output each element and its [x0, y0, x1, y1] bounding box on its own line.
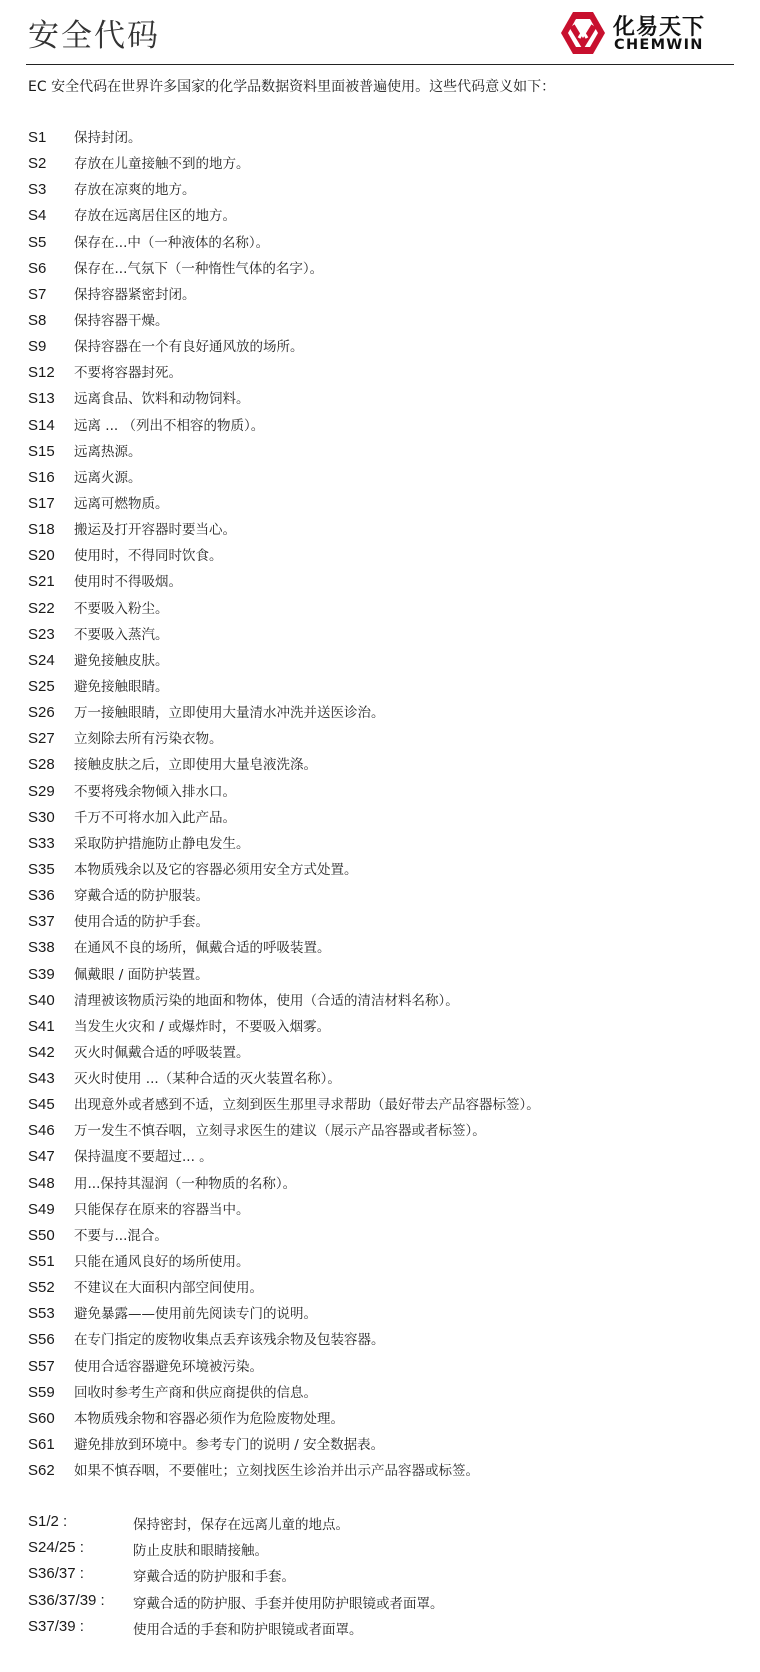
safety-code-id: S28 [28, 756, 55, 774]
combination-code-id: S37/39 : [28, 1617, 84, 1635]
safety-code-row [28, 495, 734, 521]
safety-code-row [28, 1279, 734, 1305]
safety-code-id: S5 [28, 233, 47, 251]
safety-code-row [28, 390, 734, 416]
safety-code-id: S12 [28, 364, 55, 382]
safety-code-row [28, 756, 734, 782]
safety-code-id: S15 [28, 442, 55, 460]
safety-code-description: 如果不慎吞咽，不要催吐；立刻找医生诊治并出示产品容器或标签。 [74, 1463, 479, 1480]
safety-code-description: 保持容器紧密封闭。 [74, 286, 196, 303]
safety-code-id: S38 [28, 939, 55, 957]
safety-code-description: 避免接触眼睛。 [74, 678, 169, 695]
safety-code-row [28, 992, 734, 1018]
safety-code-description: 不建议在大面积内部空间使用。 [74, 1280, 263, 1297]
safety-code-description: 使用时，不得同时饮食。 [74, 548, 223, 565]
safety-code-description: 不要吸入蒸汽。 [74, 626, 169, 643]
safety-code-row [28, 1122, 734, 1148]
combination-code-id: S36/37/39 : [28, 1591, 105, 1609]
safety-code-id: S1 [28, 129, 47, 146]
safety-code-id: S30 [28, 808, 55, 826]
safety-code-row [28, 783, 734, 809]
safety-code-description: 立刻除去所有污染衣物。 [74, 731, 223, 748]
safety-code-id: S7 [28, 285, 47, 303]
safety-code-description: 存放在凉爽的地方。 [74, 182, 196, 199]
safety-code-id: S45 [28, 1096, 55, 1114]
safety-code-id: S39 [28, 965, 55, 983]
safety-code-list [28, 129, 734, 1488]
safety-code-id: S62 [28, 1462, 55, 1480]
safety-code-id: S57 [28, 1357, 55, 1375]
safety-code-row [28, 730, 734, 756]
safety-code-id: S52 [28, 1279, 55, 1297]
safety-code-id: S8 [28, 311, 47, 329]
safety-code-description: 万一发生不慎吞咽，立刻寻求医生的建议（展示产品容器或者标签）。 [74, 1123, 486, 1140]
safety-code-description: 不要将残余物倾入排水口。 [74, 783, 236, 800]
safety-code-description: 本物质残余物和容器必须作为危险废物处理。 [74, 1410, 344, 1427]
safety-code-id: S49 [28, 1200, 55, 1218]
safety-code-row [28, 809, 734, 835]
safety-code-id: S23 [28, 625, 55, 643]
safety-code-row [28, 207, 734, 233]
safety-code-row [28, 286, 734, 312]
safety-code-row [28, 1436, 734, 1462]
safety-code-row [28, 1305, 734, 1331]
safety-code-id: S41 [28, 1017, 55, 1035]
safety-code-description: 避免接触皮肤。 [74, 652, 169, 669]
safety-code-description: 穿戴合适的防护服装。 [74, 888, 209, 905]
safety-code-id: S26 [28, 704, 55, 722]
safety-code-description: 远离可燃物质。 [74, 495, 169, 512]
safety-code-row [28, 443, 734, 469]
safety-code-id: S29 [28, 782, 55, 800]
safety-code-id: S33 [28, 834, 55, 852]
safety-code-description: 在通风不良的场所，佩戴合适的呼吸装置。 [74, 940, 331, 957]
safety-code-description: 采取防护措施防止静电发生。 [74, 835, 250, 852]
safety-code-description: 用...保持其湿润（一种物质的名称）。 [74, 1175, 297, 1192]
combination-code-row [28, 1539, 734, 1565]
safety-code-row [28, 338, 734, 364]
safety-code-row [28, 1227, 734, 1253]
safety-code-description: 远离 ... （列出不相容的物质）。 [74, 417, 265, 434]
safety-code-description: 保存在...气氛下（一种惰性气体的名字）。 [74, 260, 324, 277]
safety-code-id: S3 [28, 181, 47, 199]
safety-code-row [28, 887, 734, 913]
safety-code-description: 只能在通风良好的场所使用。 [74, 1254, 250, 1271]
safety-code-description: 存放在儿童接触不到的地方。 [74, 156, 250, 173]
safety-code-id: S37 [28, 913, 55, 931]
safety-code-row [28, 939, 734, 965]
safety-code-description: 当发生火灾和 / 或爆炸时，不要吸入烟雾。 [74, 1018, 331, 1035]
safety-code-description: 远离火源。 [74, 469, 142, 486]
safety-code-row [28, 234, 734, 260]
safety-code-id: S40 [28, 991, 55, 1009]
safety-code-id: S59 [28, 1383, 55, 1401]
safety-code-row [28, 913, 734, 939]
safety-code-row [28, 1070, 734, 1096]
safety-code-id: S53 [28, 1305, 55, 1323]
safety-code-row [28, 1410, 734, 1436]
safety-code-id: S22 [28, 599, 55, 617]
safety-code-description: 在专门指定的废物收集点丢弃该残余物及包装容器。 [74, 1332, 385, 1349]
safety-code-description: 不要与...混合。 [74, 1227, 168, 1244]
safety-code-id: S2 [28, 155, 47, 173]
safety-code-row [28, 1331, 734, 1357]
safety-code-row [28, 1175, 734, 1201]
safety-code-row [28, 704, 734, 730]
safety-code-id: S36 [28, 887, 55, 905]
safety-code-description: 只能保存在原来的容器当中。 [74, 1201, 250, 1218]
safety-code-id: S9 [28, 338, 47, 356]
chemwin-logo [559, 10, 734, 56]
safety-code-id: S50 [28, 1226, 55, 1244]
safety-code-row [28, 600, 734, 626]
safety-code-id: S43 [28, 1070, 55, 1088]
safety-code-description: 本物质残余以及它的容器必须用安全方式处置。 [74, 861, 358, 878]
safety-code-id: S13 [28, 390, 55, 408]
safety-code-row [28, 1148, 734, 1174]
safety-code-id: S47 [28, 1148, 55, 1166]
intro-text: EC 安全代码在世界许多国家的化学品数据资料里面被普遍使用。这些代码意义如下： [28, 79, 556, 95]
safety-code-id: S60 [28, 1409, 55, 1427]
safety-code-row [28, 966, 734, 992]
combination-code-description: 穿戴合适的防护服、手套并使用防护眼镜或者面罩。 [133, 1595, 444, 1612]
safety-code-row [28, 573, 734, 599]
safety-code-description: 远离热源。 [74, 443, 142, 460]
combination-code-id: S24/25 : [28, 1539, 84, 1557]
safety-code-description: 保持封闭。 [74, 130, 142, 146]
safety-code-row [28, 1096, 734, 1122]
safety-code-description: 使用合适的防护手套。 [74, 914, 209, 931]
safety-code-row [28, 364, 734, 390]
safety-code-id: S56 [28, 1331, 55, 1349]
combination-code-row [28, 1565, 734, 1591]
safety-code-description: 灭火时使用 ...（某种合适的灭火装置名称）。 [74, 1071, 341, 1088]
safety-code-row [28, 260, 734, 286]
safety-code-id: S25 [28, 677, 55, 695]
combination-code-id: S1/2 : [28, 1513, 68, 1530]
chemwin-logo-icon [559, 10, 607, 56]
safety-code-id: S6 [28, 259, 47, 277]
safety-code-row [28, 547, 734, 573]
logo-english-name: CHEMWIN [614, 37, 704, 53]
safety-code-id: S27 [28, 730, 55, 748]
safety-code-description: 搬运及打开容器时要当心。 [74, 522, 236, 539]
safety-code-row [28, 1201, 734, 1227]
safety-code-description: 不要将容器封死。 [74, 365, 182, 382]
safety-code-id: S20 [28, 547, 55, 565]
safety-code-description: 清理被该物质污染的地面和物体，使用（合适的清洁材料名称）。 [74, 992, 459, 1009]
safety-code-row [28, 678, 734, 704]
combination-code-description: 使用合适的手套和防护眼镜或者面罩。 [133, 1621, 363, 1638]
safety-code-row [28, 1253, 734, 1279]
safety-code-row [28, 469, 734, 495]
safety-code-description: 存放在远离居住区的地方。 [74, 208, 236, 225]
combination-code-description: 穿戴合适的防护服和手套。 [133, 1569, 295, 1586]
safety-code-id: S21 [28, 573, 55, 591]
safety-code-id: S17 [28, 494, 55, 512]
safety-code-description: 灭火时佩戴合适的呼吸装置。 [74, 1044, 250, 1061]
combination-code-row [28, 1513, 734, 1539]
safety-code-description: 远离食品、饮料和动物饲料。 [74, 391, 250, 408]
page-header [26, 0, 734, 65]
safety-code-description: 不要吸入粉尘。 [74, 600, 169, 617]
safety-code-row [28, 861, 734, 887]
safety-code-description: 出现意外或者感到不适，立刻到医生那里寻求帮助（最好带去产品容器标签）。 [74, 1097, 540, 1114]
safety-code-row [28, 1384, 734, 1410]
safety-code-row [28, 521, 734, 547]
safety-code-description: 回收时参考生产商和供应商提供的信息。 [74, 1384, 317, 1401]
safety-code-row [28, 417, 734, 443]
safety-code-row [28, 1358, 734, 1384]
safety-code-description: 保持容器在一个有良好通风放的场所。 [74, 339, 304, 356]
safety-code-row [28, 835, 734, 861]
safety-code-description: 保存在...中（一种液体的名称）。 [74, 234, 270, 251]
safety-code-description: 佩戴眼 / 面防护装置。 [74, 966, 209, 983]
safety-code-id: S46 [28, 1122, 55, 1140]
combination-code-description: 保持密封，保存在远离儿童的地点。 [133, 1517, 349, 1533]
safety-code-description: 使用合适容器避免环境被污染。 [74, 1358, 263, 1375]
safety-code-description: 万一接触眼睛，立即使用大量清水冲洗并送医诊治。 [74, 705, 385, 722]
safety-code-description: 保持温度不要超过... 。 [74, 1149, 213, 1166]
safety-code-id: S35 [28, 860, 55, 878]
safety-code-id: S14 [28, 416, 55, 434]
safety-code-id: S61 [28, 1436, 55, 1454]
safety-code-id: S16 [28, 468, 55, 486]
safety-code-id: S18 [28, 521, 55, 539]
safety-code-id: S4 [28, 207, 47, 225]
combination-code-row [28, 1592, 734, 1618]
safety-code-row [28, 312, 734, 338]
logo-chinese-name: 化易天下 [613, 15, 706, 40]
safety-code-row [28, 155, 734, 181]
combination-code-id: S36/37 : [28, 1565, 84, 1583]
page-title: 安全代码 [28, 18, 160, 54]
safety-code-row [28, 129, 734, 155]
safety-code-row [28, 1044, 734, 1070]
safety-code-description: 使用时不得吸烟。 [74, 574, 182, 591]
safety-code-id: S24 [28, 651, 55, 669]
combination-code-row [28, 1618, 734, 1644]
safety-code-id: S48 [28, 1174, 55, 1192]
safety-code-description: 避免排放到环境中。参考专门的说明 / 安全数据表。 [74, 1437, 385, 1454]
safety-code-description: 接触皮肤之后，立即使用大量皂液洗涤。 [74, 757, 317, 774]
safety-code-row [28, 1018, 734, 1044]
safety-code-description: 避免暴露——使用前先阅读专门的说明。 [74, 1306, 317, 1323]
safety-code-id: S51 [28, 1253, 55, 1271]
safety-code-row [28, 1462, 734, 1488]
safety-code-row [28, 652, 734, 678]
safety-code-description: 保持容器干燥。 [74, 312, 169, 329]
combination-code-list [28, 1513, 734, 1644]
safety-code-description: 千万不可将水加入此产品。 [74, 809, 236, 826]
safety-code-row [28, 181, 734, 207]
safety-code-id: S42 [28, 1043, 55, 1061]
combination-code-description: 防止皮肤和眼睛接触。 [133, 1543, 268, 1560]
safety-code-row [28, 626, 734, 652]
